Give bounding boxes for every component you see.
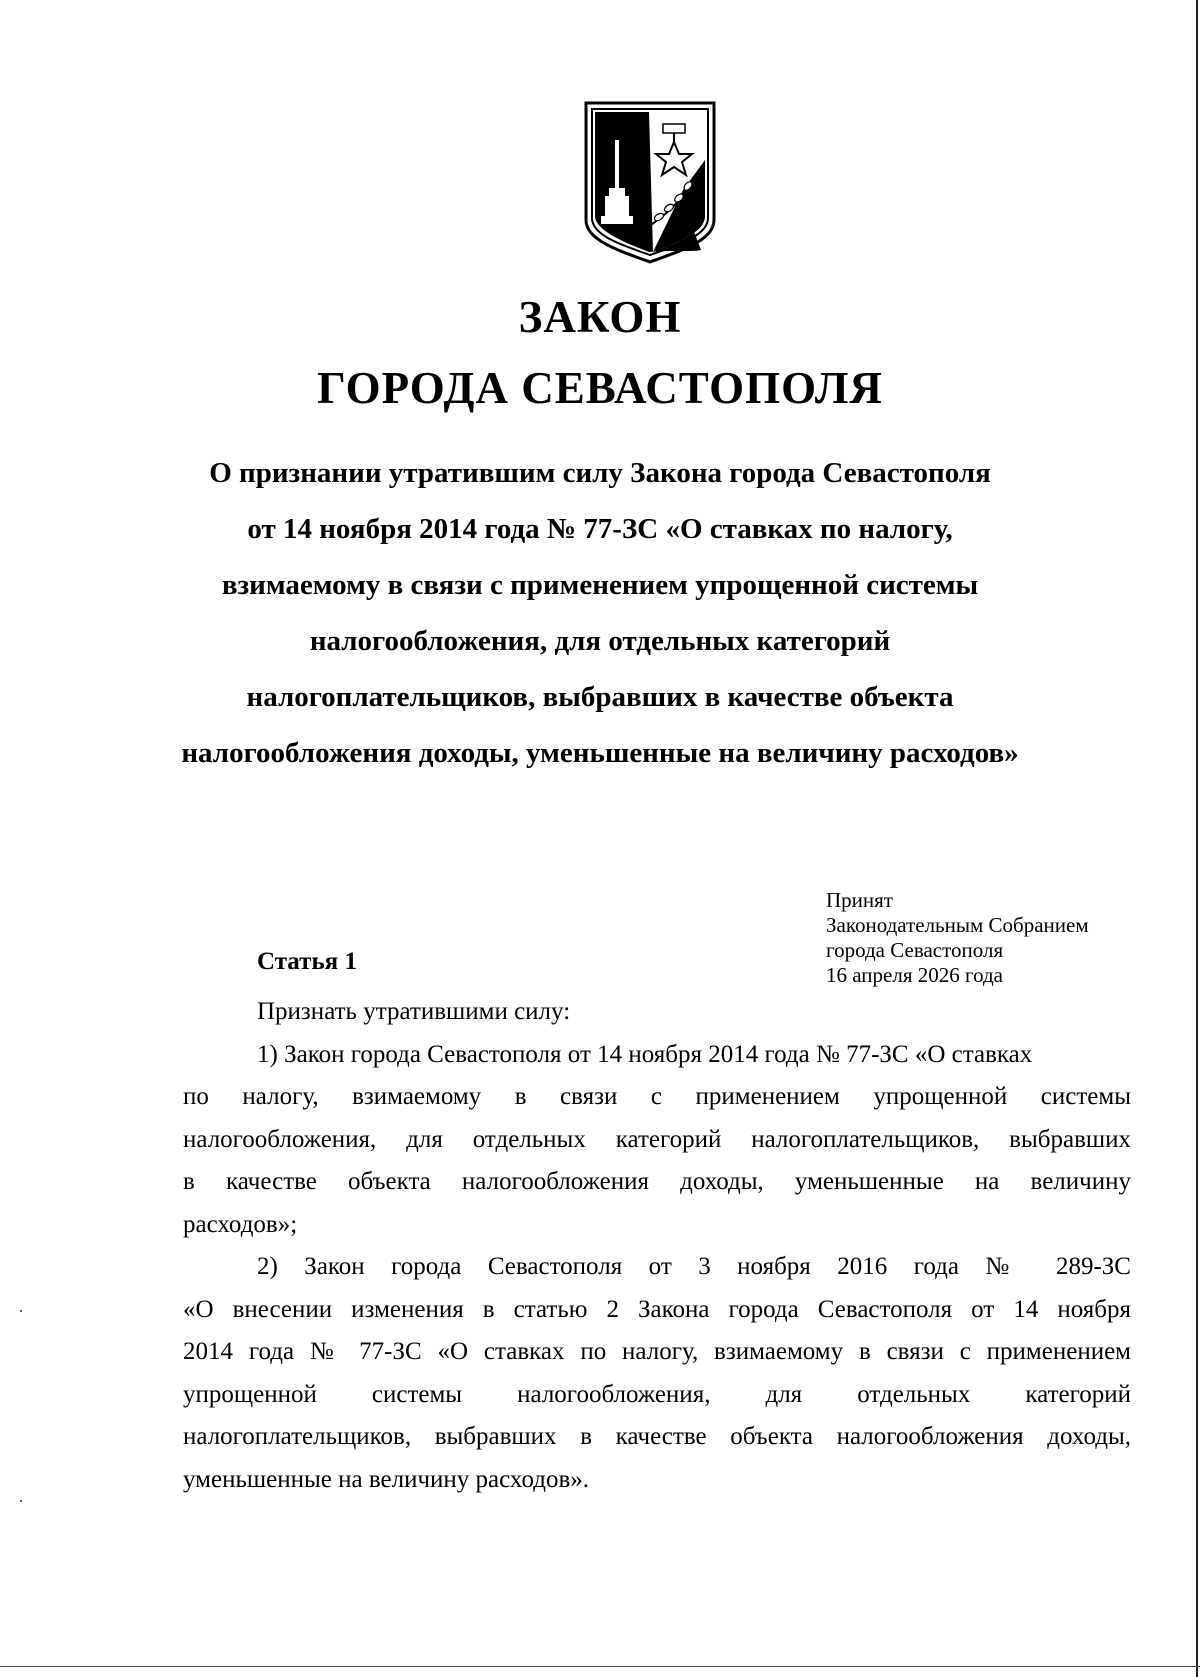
- law-subject-line: налогообложения доходы, уменьшенные на величину расходов»: [181, 737, 1019, 769]
- body-line: расходов»;: [183, 1210, 298, 1238]
- law-subject-line: от 14 ноября 2014 года № 77-ЗС «О ставках по налогу,: [247, 513, 953, 545]
- law-subject: [150, 445, 1050, 781]
- body-line: налогоплательщиков, выбравших в качестве объекта налогообложения доходы,: [183, 1423, 1131, 1450]
- body-line: 2014 года № 77-ЗС «О ставках по налогу, взимаемому в связи с применением: [183, 1338, 1131, 1365]
- law-subject-line: налогообложения, для отдельных категорий: [309, 625, 891, 657]
- body-line: 1) Закон города Севастополя от 14 ноября 2014 года № 77-ЗС «О ставках: [257, 1040, 1033, 1068]
- law-title: ЗАКОН: [518, 292, 682, 342]
- article-heading: Статья 1: [257, 948, 357, 975]
- adoption-line: Принят: [826, 888, 893, 912]
- body-line: в качестве объекта налогообложения доходы, уменьшенные на величину: [183, 1168, 1131, 1195]
- law-subject-line: О признании утратившим силу Закона города Севастополя: [209, 457, 991, 489]
- body-line: Признать утратившими силу:: [257, 998, 571, 1025]
- scan-speck: [20, 1310, 22, 1312]
- adoption-block: [826, 888, 1089, 988]
- body-line: 2) Закон города Севастополя от 3 ноября 2016 года № 289-ЗС: [257, 1253, 1131, 1280]
- article-body: [183, 991, 1131, 1501]
- adoption-line: города Севастополя: [826, 938, 1004, 962]
- law-subject-line: взимаемому в связи с применением упрощенной системы: [221, 569, 979, 601]
- body-line: «О внесении изменения в статью 2 Закона города Севастополя от 14 ноября: [183, 1295, 1131, 1323]
- scan-speck: [20, 1500, 22, 1502]
- coat-of-arms-icon: [583, 100, 717, 264]
- body-line: налогообложения, для отдельных категорий налогоплательщиков, выбравших: [183, 1125, 1131, 1153]
- adoption-line: Законодательным Собранием: [826, 913, 1089, 937]
- adoption-date: 16 апреля 2026 года: [826, 963, 1003, 987]
- body-line: уменьшенные на величину расходов».: [183, 1465, 589, 1493]
- page-bottom-edge: [0, 1666, 1200, 1667]
- body-line: по налогу, взимаемому в связи с применением упрощенной системы: [183, 1083, 1131, 1110]
- law-title-city: ГОРОДА СЕВАСТОПОЛЯ: [317, 363, 883, 413]
- body-line: упрощенной системы налогообложения, для отдельных категорий: [183, 1380, 1131, 1408]
- law-subject-line: налогоплательщиков, выбравших в качестве объекта: [246, 681, 954, 713]
